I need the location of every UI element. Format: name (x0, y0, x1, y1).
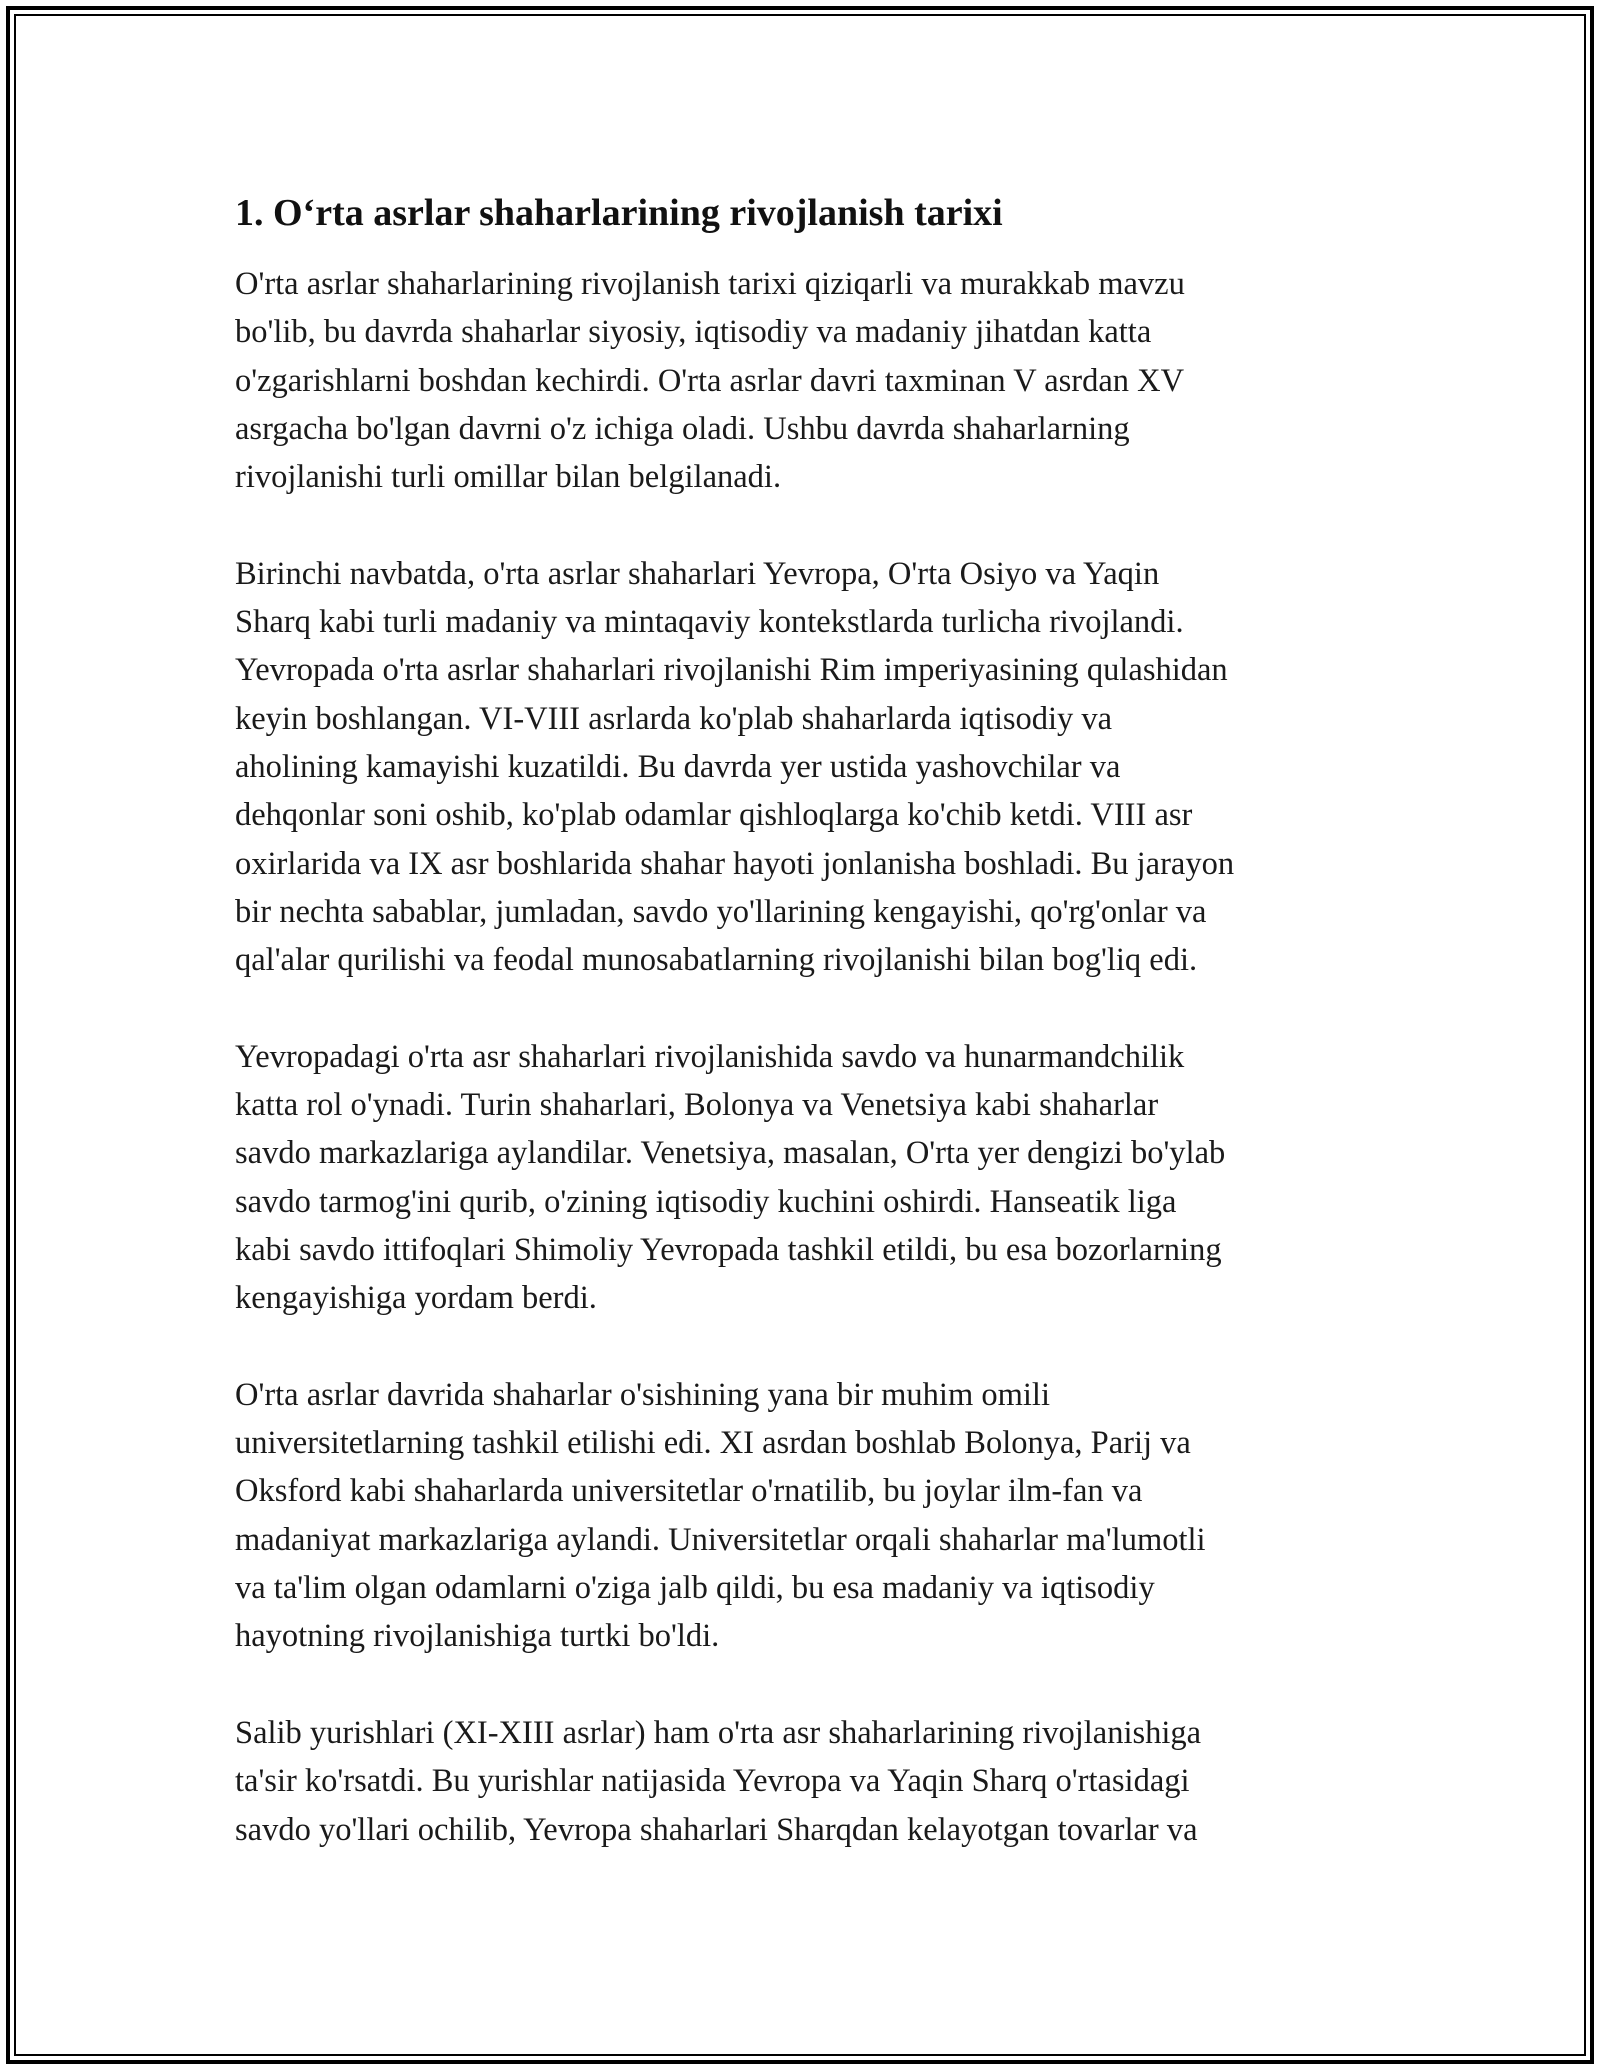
paragraph-line: Sharq kabi turli madaniy va mintaqaviy kontekstlarda turlicha rivojlandi. (235, 604, 1184, 641)
paragraph-line: va ta'lim olgan odamlarni o'ziga jalb qildi, bu esa madaniy va iqtisodiy (235, 1570, 1155, 1607)
paragraph-line: universitetlarning tashkil etilishi edi. XI asrdan boshlab Bolonya, Parij va (235, 1425, 1191, 1462)
paragraph (235, 260, 1375, 501)
paragraph-line: madaniyat markazlariga aylandi. Universitetlar orqali shaharlar ma'lumotli (235, 1521, 1206, 1558)
section-heading: 1. O‘rta asrlar shaharlarining rivojlanish tarixi (235, 192, 1003, 234)
paragraph-line: hayotning rivojlanishiga turtki bo'ldi. (235, 1618, 720, 1655)
paragraph-line: oxirlarida va IX asr boshlarida shahar hayoti jonlanisha boshladi. Bu jarayon (235, 845, 1235, 882)
paragraph-line: bir nechta sabablar, jumladan, savdo yo'llarining kengayishi, qo'rg'onlar va (235, 893, 1207, 930)
paragraph-line: asrgacha bo'lgan davrni o'z ichiga oladi. Ushbu davrda shaharlarning (235, 410, 1130, 447)
paragraph-line: Birinchi navbatda, o'rta asrlar shaharlari Yevropa, O'rta Osiyo va Yaqin (235, 555, 1160, 592)
paragraph-line: aholining kamayishi kuzatildi. Bu davrda yer ustida yashovchilar va (235, 748, 1121, 785)
paragraph-line: Salib yurishlari (XI-XIII asrlar) ham o'rta asr shaharlarining rivojlanishiga (235, 1714, 1202, 1751)
paragraph-line: savdo tarmog'ini qurib, o'zining iqtisodiy kuchini oshirdi. Hanseatik liga (235, 1183, 1177, 1220)
paragraph-line: rivojlanishi turli omillar bilan belgilanadi. (235, 459, 782, 496)
paragraph-line: Yevropadagi o'rta asr shaharlari rivojlanishida savdo va hunarmandchilik (235, 1038, 1185, 1075)
paragraph-line: ta'sir ko'rsatdi. Bu yurishlar natijasida Yevropa va Yaqin Sharq o'rtasidagi (235, 1763, 1190, 1800)
paragraph (235, 1033, 1375, 1323)
paragraph-line: dehqonlar soni oshib, ko'plab odamlar qishloqlarga ko'chib ketdi. VIII asr (235, 797, 1193, 834)
paragraph-line: O'rta asrlar davrida shaharlar o'sishining yana bir muhim omili (235, 1376, 1050, 1413)
paragraph (235, 1371, 1375, 1661)
paragraph-line: savdo markazlariga aylandilar. Venetsiya, masalan, O'rta yer dengizi bo'ylab (235, 1135, 1226, 1172)
paragraph-line: bo'lib, bu davrda shaharlar siyosiy, iqtisodiy va madaniy jihatdan katta (235, 314, 1152, 351)
paragraph-line: savdo yo'llari ochilib, Yevropa shaharlari Sharqdan kelayotgan tovarlar va (235, 1811, 1198, 1848)
paragraph-line: Yevropada o'rta asrlar shaharlari rivojlanishi Rim imperiyasining qulashidan (235, 652, 1228, 689)
paragraph-line: katta rol o'ynadi. Turin shaharlari, Bolonya va Venetsiya kabi shaharlar (235, 1087, 1159, 1124)
paragraph-line: Oksford kabi shaharlarda universitetlar o'rnatilib, bu joylar ilm-fan va (235, 1473, 1143, 1510)
paragraph-line: kengayishiga yordam berdi. (235, 1280, 597, 1317)
paragraph-line: keyin boshlangan. VI-VIII asrlarda ko'plab shaharlarda iqtisodiy va (235, 700, 1113, 737)
paragraph-line: qal'alar qurilishi va feodal munosabatlarning rivojlanishi bilan bog'liq edi. (235, 942, 1198, 979)
paragraph-line: kabi savdo ittifoqlari Shimoliy Yevropada tashkil etildi, bu esa bozorlarning (235, 1231, 1222, 1268)
paragraph-line: o'zgarishlarni boshdan kechirdi. O'rta asrlar davri taxminan V asrdan XV (235, 362, 1185, 399)
paragraph (235, 550, 1375, 985)
paragraph (235, 1709, 1375, 1854)
document-body (235, 180, 1375, 1902)
paragraph-list (235, 260, 1375, 1854)
paragraph-line: O'rta asrlar shaharlarining rivojlanish tarixi qiziqarli va murakkab mavzu (235, 266, 1185, 302)
